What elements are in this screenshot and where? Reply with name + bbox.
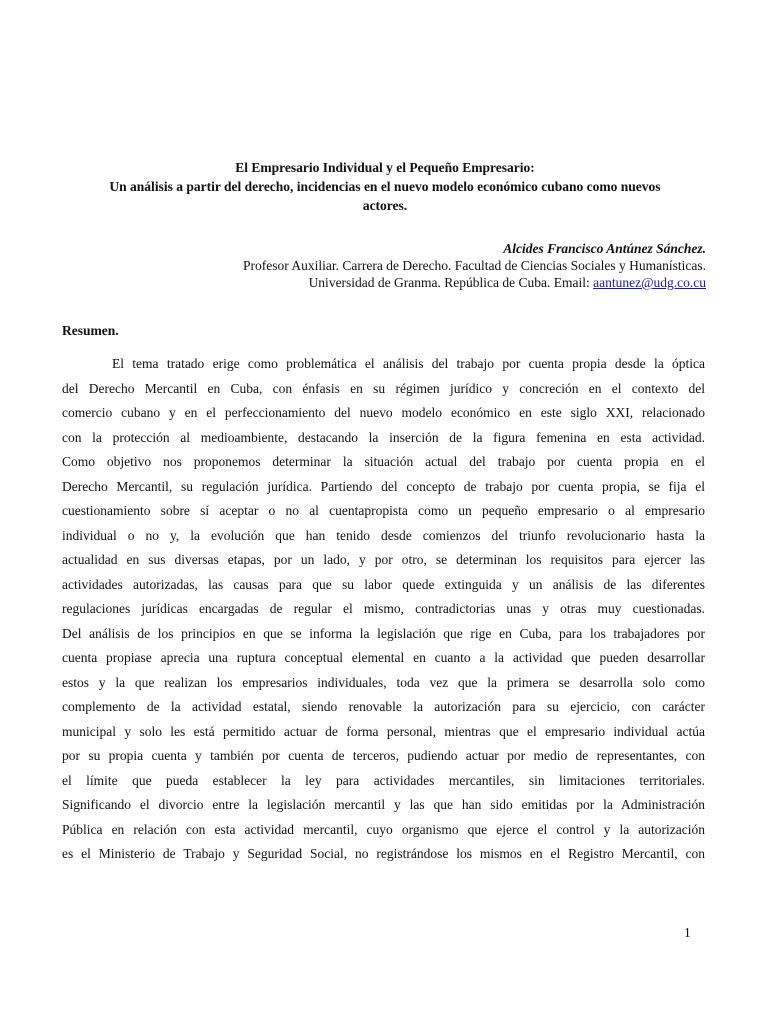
abstract-line: comercio cubano y en el perfeccionamiento del nuevo modelo económico en este siglo XXI, relacionado <box>62 405 705 420</box>
abstract-line: complemento de la actividad estatal, siendo renovable la autorización para su ejercicio, con carácter <box>62 699 705 714</box>
affiliation-university: Universidad de Granma. República de Cuba. Email: <box>308 275 594 290</box>
abstract-line: Como objetivo nos proponemos determinar la situación actual del trabajo por cuenta propia en el <box>62 454 705 469</box>
title-line-3: actores. <box>362 198 408 213</box>
abstract-line: actividades autorizadas, las causas para que su labor quede extinguida y un análisis de las diferentes <box>62 576 705 592</box>
abstract-line: Del análisis de los principios en que se informa la legislación que rige en Cuba, para los trabajadores por <box>62 625 705 641</box>
abstract-line: por su propia cuenta y también por cuenta de terceros, pudiendo actuar por medio de representantes, con <box>62 748 705 763</box>
title-line-1: El Empresario Individual y el Pequeño Empresario: <box>235 160 535 175</box>
paper-title <box>62 158 708 215</box>
abstract-line: regulaciones jurídicas encargadas de regular el mismo, contradictorias unas y otras muy cuestionadas. <box>62 601 705 616</box>
abstract-line: cuenta propiase aprecia una ruptura conceptual elemental en cuanto a la actividad que pueden desarrollar <box>62 650 705 665</box>
author-affiliation-1: Profesor Auxiliar. Carrera de Derecho. Facultad de Ciencias Sociales y Humanísticas. <box>243 258 706 273</box>
abstract-line: individual o no y, la evolución que han tenido desde comienzos del triunfo revolucionario hasta la <box>62 527 705 543</box>
page-number: 1 <box>684 925 691 940</box>
abstract-heading: Resumen. <box>62 323 119 338</box>
abstract-line: es el Ministerio de Trabajo y Seguridad Social, no registrándose los mismos en el Registro Mercantil, con <box>62 846 705 861</box>
abstract-line: El tema tratado erige como problemática el análisis del trabajo por cuenta propia desde la óptica <box>112 356 705 371</box>
author-name: Alcides Francisco Antúnez Sánchez. <box>503 241 706 256</box>
author-block <box>60 240 706 291</box>
abstract-line: Significando el divorcio entre la legislación mercantil y las que han sido emitidas por la Administración <box>62 797 705 812</box>
abstract-line: del Derecho Mercantil en Cuba, con énfasis en su régimen jurídico y concreción en el contexto del <box>62 380 705 396</box>
title-line-2: Un análisis a partir del derecho, incidencias en el nuevo modelo económico cubano como nuevos <box>109 179 661 194</box>
abstract-line: con la protección al medioambiente, destacando la inserción de la figura femenina en esta actividad. <box>62 429 705 445</box>
abstract-line: actualidad en sus diversas etapas, por un lado, y por otro, se determinan los requisitos para ejercer las <box>62 552 705 567</box>
author-email-link[interactable]: aantunez@udg.co.cu <box>593 275 706 290</box>
abstract-body <box>62 352 705 867</box>
abstract-line: municipal y solo les está permitido actuar de forma personal, mientras que el empresario individual actúa <box>62 723 705 739</box>
abstract-line: estos y la que realizan los empresarios individuales, toda vez que la primera se desarrolla solo como <box>62 674 705 690</box>
abstract-line: Pública en relación con esta actividad mercantil, cuyo organismo que ejerce el control y la autorización <box>62 821 705 837</box>
abstract-line: Derecho Mercantil, su regulación jurídica. Partiendo del concepto de trabajo por cuenta propia, se fija el <box>62 478 705 494</box>
author-affiliation-2 <box>60 274 706 291</box>
abstract-line: el límite que pueda establecer la ley para actividades mercantiles, sin limitaciones territoriales. <box>62 772 705 788</box>
abstract-line: cuestionamiento sobre sí aceptar o no al cuentapropista como un pequeño empresario o al empresario <box>62 503 705 518</box>
